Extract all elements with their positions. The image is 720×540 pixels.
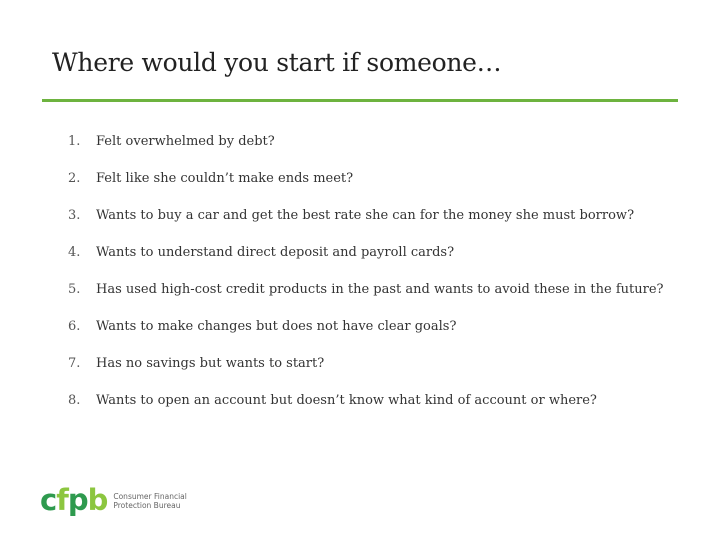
list-item [68,319,664,356]
list-item-number: 5. [68,282,81,297]
list-item-number: 4. [68,245,81,260]
list-item-text: Felt like she couldn’t make ends meet? [96,171,354,186]
list-item-text: Has used high-cost credit products in the past and wants to avoid these in the future? [96,282,664,297]
logo-letter: b [87,483,108,517]
logo-line-1: Consumer Financial [113,491,187,501]
list-item-text: Felt overwhelmed by debt? [96,134,275,149]
list-item-number: 6. [68,319,81,334]
list-item [68,208,664,245]
cfpb-logo-mark [40,483,108,517]
question-list [68,134,664,430]
list-item-number: 1. [68,134,81,149]
list-item-text: Wants to make changes but does not have clear goals? [96,319,457,334]
list-item-text: Wants to buy a car and get the best rate she can for the money she must borrow? [96,208,635,223]
list-item [68,356,664,393]
list-item [68,171,664,208]
logo-letter: c [40,483,57,517]
logo-line-2: Protection Bureau [113,500,181,510]
list-item-number: 3. [68,208,81,223]
logo-letter: f [56,483,68,517]
list-item-text: Has no savings but wants to start? [96,356,325,371]
list-item-text: Wants to understand direct deposit and payroll cards? [96,245,455,260]
list-item [68,134,664,171]
logo-letter: p [67,483,88,517]
list-item-text: Wants to open an account but doesn’t know what kind of account or where? [96,393,597,408]
list-item-number: 2. [68,171,81,186]
slide-title: Where would you start if someone… [52,48,502,77]
list-item-number: 7. [68,356,81,371]
list-item-number: 8. [68,393,81,408]
cfpb-logo [40,483,187,517]
title-divider [42,99,678,102]
list-item [68,393,664,430]
cfpb-logo-text [113,492,186,510]
list-item [68,282,664,319]
list-item [68,245,664,282]
